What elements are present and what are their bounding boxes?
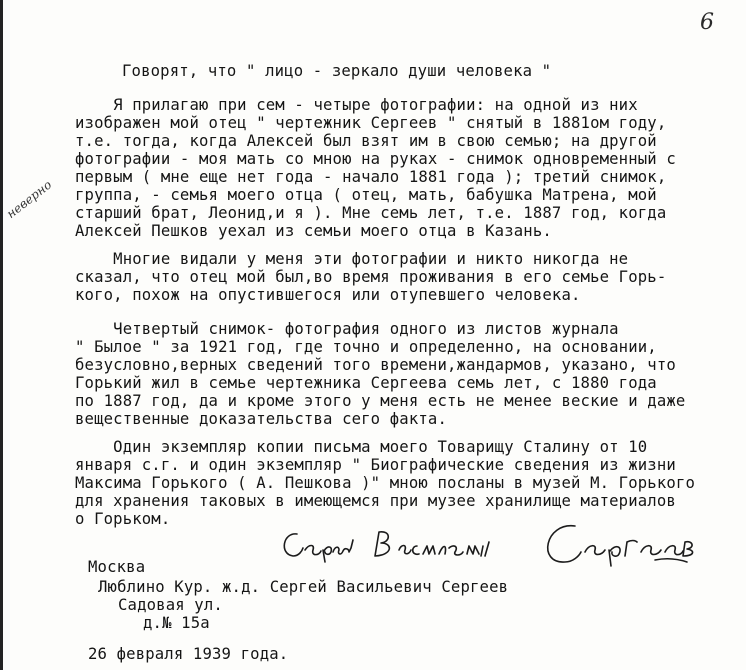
paragraph-line: вещественные доказательства сего факта. bbox=[75, 410, 447, 428]
paragraph-line: Многие видали у меня эти фотографии и никто никогда не bbox=[75, 250, 629, 268]
paragraph-line: Горький жил в семье чертежника Сергеева семь лет, с 1880 года bbox=[75, 374, 657, 392]
paragraph-line: старший брат, Леонид,и я ). Мне семь лет, т.е. 1887 год, когда bbox=[75, 204, 667, 222]
paragraph-line: безусловно,верных сведений того времени,жандармов, указано, что bbox=[75, 356, 676, 374]
paragraph-line: Я прилагаю при сем - четыре фотографии: на одной из них bbox=[75, 96, 638, 114]
paragraph-line: Один экземпляр копии письма моего Товарищу Сталину от 10 bbox=[75, 438, 648, 456]
paragraph-line: Алексей Пешков уехал из семьи моего отца в Казань. bbox=[75, 222, 552, 240]
paragraph-line: изображен мой отец " чертежник Сергеев " снятый в 1881ом году, bbox=[75, 114, 667, 132]
paragraph-line: сказал, что отец мой был,во время проживания в его семье Горь- bbox=[75, 268, 667, 286]
paragraph-line: кого, похож на опустившегося или отупевшего человека. bbox=[75, 286, 581, 304]
heading: Говорят, что " лицо - зеркало души человека " bbox=[122, 62, 552, 80]
address-house: д.№ 15а bbox=[143, 614, 210, 632]
paragraph-line: о Горьком. bbox=[75, 510, 171, 528]
paragraph-line: января с.г. и один экземпляр " Биографические сведения из жизни bbox=[75, 456, 676, 474]
paragraph-line: первым ( мне еще нет года - начало 1881 года ); третий снимок, bbox=[75, 168, 667, 186]
margin-note: неверно bbox=[4, 177, 55, 222]
paragraph-line: Четвертый снимок- фотография одного из листов журнала bbox=[75, 320, 619, 338]
paragraph-line: фотографии - моя мать со мною на руках - снимок одновременный с bbox=[75, 150, 676, 168]
address-city: Москва bbox=[88, 558, 146, 576]
paragraph-line: " Былое " за 1921 год, где точно и определенно, на основании, bbox=[75, 338, 657, 356]
address-street: Садовая ул. bbox=[118, 596, 223, 614]
address-line: Люблино Кур. ж.д. Сергей Васильевич Сергеев bbox=[98, 578, 509, 596]
paragraph-line: группа, - семья моего отца ( отец, мать, бабушка Матрена, мой bbox=[75, 186, 657, 204]
scan-edge bbox=[0, 0, 3, 670]
handwritten-signature bbox=[275, 518, 695, 574]
paragraph-line: Максима Горького ( А. Пешкова )" мною посланы в музей М. Горького bbox=[75, 474, 695, 492]
paragraph-line: т.е. тогда, когда Алексей был взят им в свою семью; на другой bbox=[75, 132, 657, 150]
paragraph-line: для хранения таковых в имеющемся при музее хранилище материалов bbox=[75, 492, 676, 510]
paragraph-line: по 1887 год, да и кроме этого у меня есть не менее веские и даже bbox=[75, 392, 686, 410]
page-number: 6 bbox=[700, 10, 715, 35]
letter-date: 26 февраля 1939 года. bbox=[88, 645, 289, 663]
